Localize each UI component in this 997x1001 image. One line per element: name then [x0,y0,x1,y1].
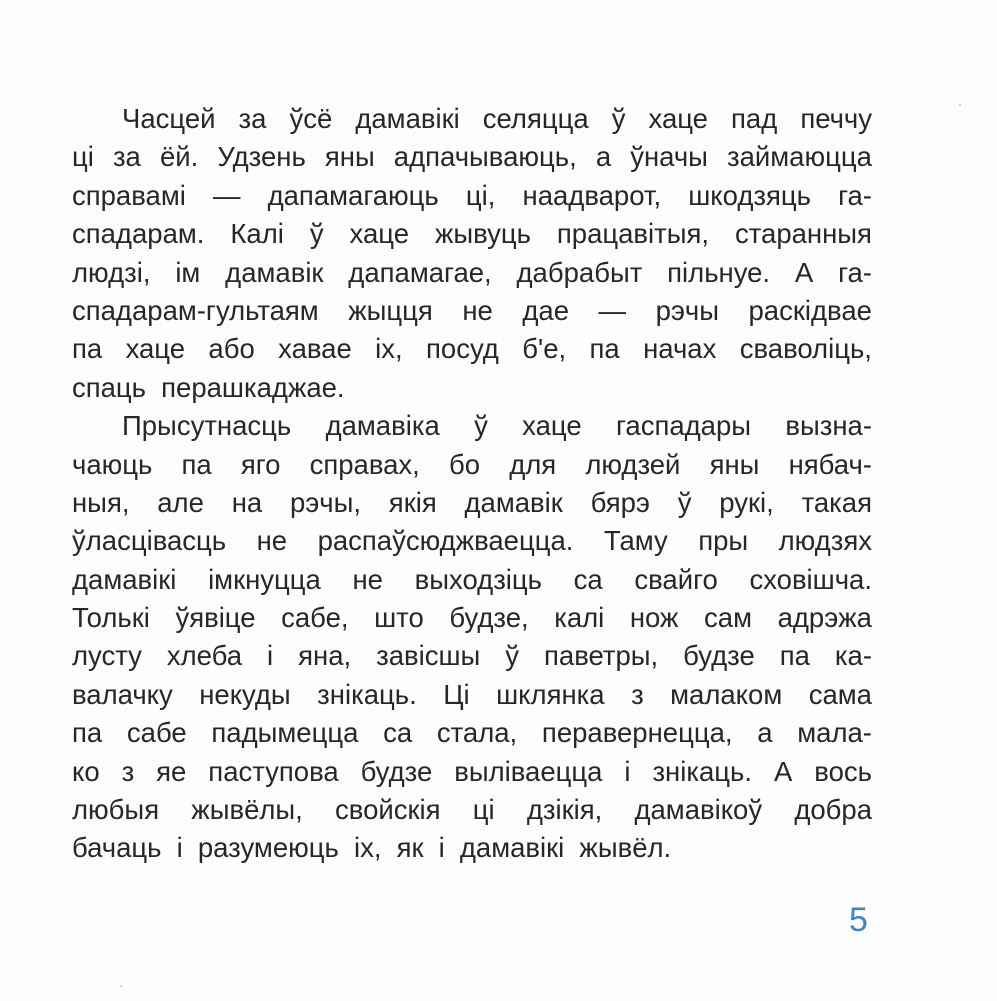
word: — [212,179,241,211]
word: і [267,640,274,672]
word: але [157,486,204,518]
word: бачаць [72,832,162,864]
word: — [598,294,627,326]
word: разумеюць [197,832,339,864]
word: некуды [199,678,291,710]
word: займаюцца [727,141,872,173]
word: са [383,717,413,749]
word: іх, [375,333,403,365]
word: па [181,448,212,480]
word: яны [709,448,760,480]
word: дамавік [464,486,563,518]
paper-speck [120,985,122,987]
word: якія [388,486,437,518]
word: і [624,755,631,787]
word: шкодзяць [688,179,811,211]
word: сховішча. [749,563,872,595]
word: спадарам. [72,218,205,250]
word: бо [448,448,481,480]
word: пры [698,525,749,557]
word: і [176,832,183,864]
word: дамавікоў [634,794,763,826]
paragraph-2-line-1 [72,407,872,445]
word: па [589,333,620,365]
word: дамавікі [355,103,460,134]
word: людзях [778,525,872,557]
word: па [72,333,103,365]
word: посуд [426,333,499,365]
word: ныя, [72,486,130,518]
word: спаць [72,371,147,403]
word: хаце [522,410,582,442]
word: мала- [797,717,872,749]
word: бярэ [590,486,650,518]
word: будзе, [449,602,529,634]
word: калі [554,602,605,634]
word: сваволіць, [739,333,872,365]
paragraph-1-line-2 [72,138,872,176]
word: сабе [126,717,187,749]
word: рэчы, [289,486,362,518]
word: іх, [353,832,382,864]
paragraph-2-line-5 [72,561,872,599]
word: за [112,141,141,173]
word: выходзіць [414,563,542,595]
word: ў [677,486,692,518]
paragraph-2-line-10 [72,753,872,791]
word: распаўсюджваецца. [317,525,574,557]
word: дамавікі [459,832,565,864]
body-text [72,100,872,868]
word: знікаць. [317,678,417,710]
word: як [396,832,424,864]
paragraph-1-line-6 [72,292,872,330]
word: хавае [278,333,352,365]
word: А [794,256,814,288]
word: пад [731,103,778,134]
word: дапамагае, [348,256,492,288]
paragraph-2-line-11 [72,791,872,829]
paragraph-2-line-7 [72,637,872,675]
word: сабе, [281,602,349,634]
word: паветры, [544,640,659,672]
word: дзікія, [526,794,603,826]
word: і [438,832,445,864]
word: ці [472,794,495,826]
word: пільнуе. [667,256,771,288]
word: з [121,755,135,787]
word: яна, [298,640,352,672]
word: ко [72,755,100,787]
word: А [773,755,793,787]
word: ёй. [159,141,199,173]
word: ў [611,103,626,134]
paper-speck [959,104,961,106]
word: ў [505,640,520,672]
word: селяцца [482,103,589,134]
word: дапамагаюць [267,179,439,211]
word: ці, [465,179,496,211]
word: Калі [230,218,284,250]
word: печчу [800,103,872,134]
word: хаце [125,333,186,365]
word: жывёлы, [191,794,303,826]
paragraph-2-line-2 [72,446,872,484]
word: жывуць [434,218,531,250]
word: ў [474,410,488,442]
word: вось [814,755,872,787]
word: для [509,448,557,480]
word: малаком [670,678,783,710]
word: людзей [585,448,681,480]
word: ім [175,256,201,288]
word: будзе [683,640,755,672]
word: чаюць [72,448,153,480]
page-number: 5 [849,901,868,939]
word: ў [309,218,324,250]
word: жыцця [348,294,433,326]
word: ўявіце [175,602,256,634]
word: будзе [360,755,433,787]
word: га- [838,179,872,211]
word: наадварот, [522,179,662,211]
word: ўсё [289,103,333,134]
word: перавернецца, [541,717,733,749]
word: на [231,486,263,518]
word: Ці [443,678,470,710]
word: сам [704,602,752,634]
word: хаце [349,218,409,250]
word: дамавік [225,256,324,288]
word: яго [240,448,281,480]
word: дае [522,294,569,326]
paragraph-1-line-1 [72,100,872,138]
word: выліваецца [454,755,603,787]
word: валачку [72,678,173,710]
word: вызна- [785,410,872,442]
paragraph-2-line-4 [72,522,872,560]
word: за [238,103,267,134]
word: Прысутнасць [122,410,292,442]
word: працавітыя, [556,218,710,250]
word: б'е, [522,333,567,365]
word: свайго [634,563,718,595]
paragraph-2-line-3 [72,484,872,522]
word: любыя [72,794,160,826]
word: дамавіка [325,410,440,442]
word: Часцей [122,103,216,134]
word: рэчы [655,294,719,326]
word: адрэжа [777,602,872,634]
paragraph-2-line-12 [72,829,872,867]
word: хаце [648,103,708,134]
word: нож [629,602,679,634]
word: па [72,717,103,749]
word: з [631,678,644,710]
word: раскідвае [748,294,872,326]
word: Удзень [217,141,306,173]
word: справах, [309,448,420,480]
word: а [595,141,612,173]
paragraph-2-line-8 [72,676,872,714]
word: па [779,640,810,672]
word: рукі, [719,486,774,518]
word: імкнуцца [208,563,321,595]
word: Таму [603,525,668,557]
word: га- [838,256,872,288]
word: ўласцівасць [72,525,227,557]
word: гаспадары [615,410,752,442]
word: свойскія [335,794,441,826]
word: ўначы [630,141,708,173]
word: дамавікі [72,563,177,595]
paragraph-1-line-3 [72,177,872,215]
word: ка- [834,640,872,672]
paragraph-1-line-7 [72,330,872,368]
word: яны [324,141,375,173]
word: добра [794,794,872,826]
word: Толькі [72,602,150,634]
word: нябач- [788,448,872,480]
word: лусту [72,640,142,672]
word: стала, [436,717,518,749]
word: начах [643,333,717,365]
word: або [208,333,255,365]
word: старанныя [735,218,872,250]
word: сама [808,678,872,710]
word: ці [72,141,94,173]
paragraph-1-line-4 [72,215,872,253]
word: а [757,717,773,749]
word: што [374,602,424,634]
word: завісшы [376,640,481,672]
word: не [256,525,288,557]
paragraph-1-line-8 [72,369,872,407]
word: яе [156,755,187,787]
word: не [462,294,493,326]
word: дабрабыт [516,256,643,288]
word: перашкаджае. [161,371,345,403]
paragraph-2-line-9 [72,714,872,752]
word: людзі, [72,256,151,288]
word: падымецца [211,717,359,749]
word: паступова [208,755,339,787]
word: спадарам-гультаям [72,294,319,326]
paragraph-1-line-5 [72,254,872,292]
word: справамі [72,179,186,211]
word: такая [801,486,872,518]
word: адпачываюць, [393,141,577,173]
word: жывёл. [579,832,672,864]
word: не [352,563,383,595]
word: хлеба [166,640,243,672]
word: шклянка [496,678,605,710]
word: са [573,563,603,595]
word: знікаць. [652,755,753,787]
paragraph-2-line-6 [72,599,872,637]
